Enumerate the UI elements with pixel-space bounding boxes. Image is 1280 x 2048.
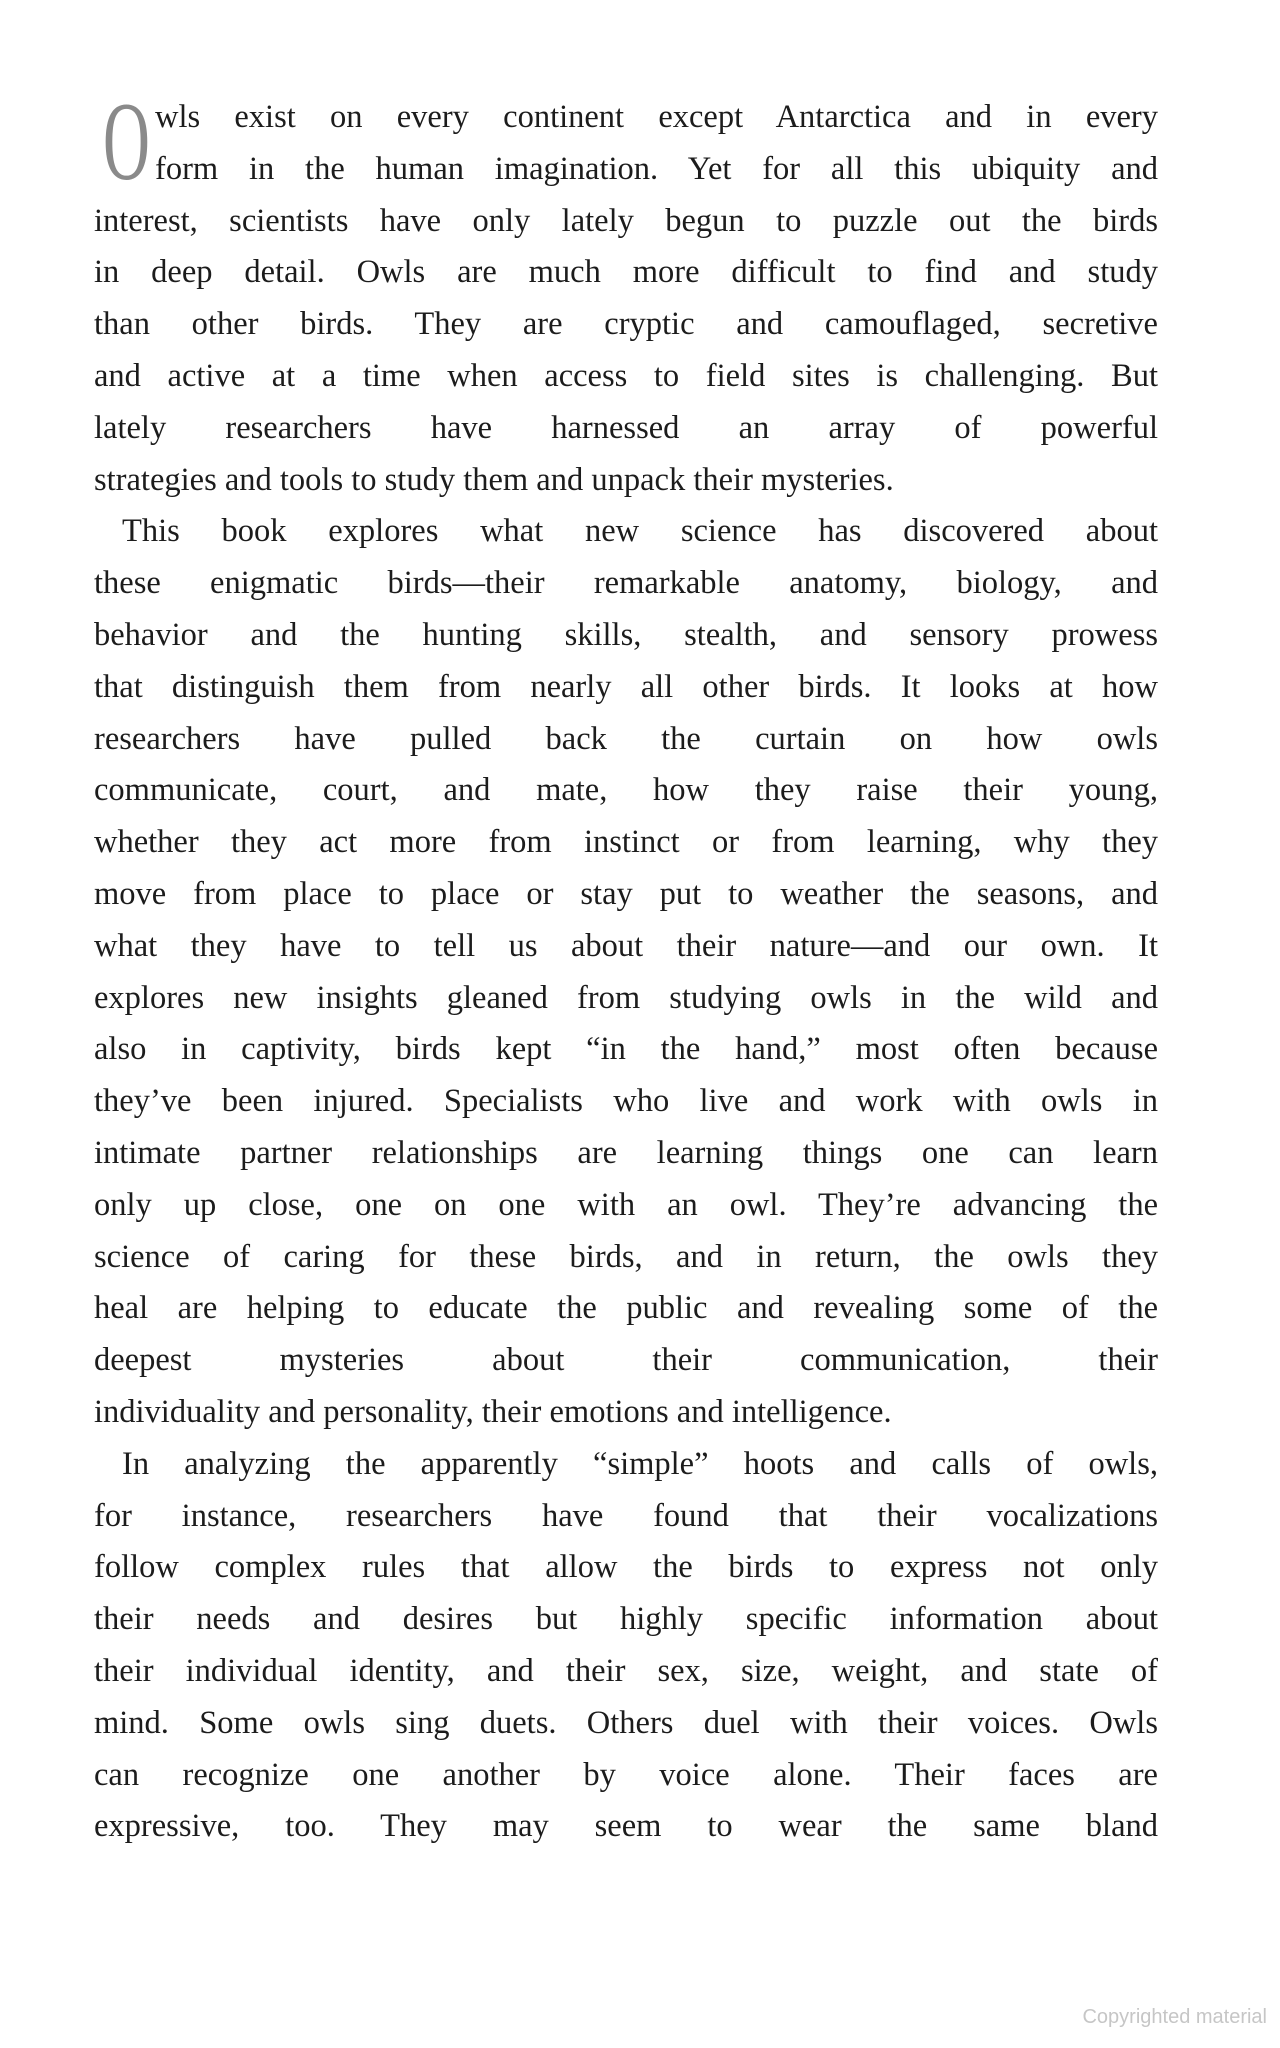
text-line: behavior and the hunting skills, stealth, and sensory prowess xyxy=(94,616,1158,653)
text-line: researchers have pulled back the curtain on how owls xyxy=(94,720,1158,757)
text-line: and active at a time when access to field sites is challenging. But xyxy=(94,357,1158,394)
text-line: heal are helping to educate the public and revealing some of the xyxy=(94,1290,1158,1327)
text-line: communicate, court, and mate, how they raise their young, xyxy=(94,772,1158,809)
text-line: also in captivity, birds kept “in the hand,” most often because xyxy=(94,1031,1158,1068)
text-line: for instance, researchers have found that their vocalizations xyxy=(94,1497,1158,1534)
copyright-watermark: Copyrighted material xyxy=(1082,2006,1267,2028)
text-line: whether they act more from instinct or from learning, why they xyxy=(94,824,1158,861)
text-line: what they have to tell us about their nature—and our own. It xyxy=(94,927,1158,964)
text-line: wls exist on every continent except Antarctica and in every xyxy=(155,99,1158,135)
text-line: their needs and desires but highly specific information about xyxy=(94,1601,1158,1638)
text-line: these enigmatic birds—their remarkable anatomy, biology, and xyxy=(94,565,1158,602)
text-line: intimate partner relationships are learning things one can learn xyxy=(94,1134,1158,1171)
text-line: only up close, one on one with an owl. They’re advancing the xyxy=(94,1186,1158,1223)
text-line: expressive, too. They may seem to wear the same bland xyxy=(94,1808,1158,1845)
text-line: they’ve been injured. Specialists who live and work with owls in xyxy=(94,1083,1158,1120)
text-line: deepest mysteries about their communication, their xyxy=(94,1342,1158,1379)
text-line: explores new insights gleaned from studying owls in the wild and xyxy=(94,979,1158,1016)
text-line: can recognize one another by voice alone. Their faces are xyxy=(94,1756,1158,1793)
paragraph xyxy=(94,1439,1158,1853)
text-line: mind. Some owls sing duets. Others duel with their voices. Owls xyxy=(94,1704,1158,1741)
text-line: their individual identity, and their sex, size, weight, and state of xyxy=(94,1652,1158,1689)
text-line: In analyzing the apparently “simple” hoots and calls of owls, xyxy=(122,1445,1158,1482)
text-line: lately researchers have harnessed an array of powerful xyxy=(94,409,1158,446)
text-line: strategies and tools to study them and unpack their mysteries. xyxy=(94,461,894,498)
dropcap-letter: O xyxy=(103,80,150,204)
text-line: follow complex rules that allow the birds to express not only xyxy=(94,1549,1158,1586)
paragraph xyxy=(94,506,1158,1438)
text-line: that distinguish them from nearly all other birds. It looks at how xyxy=(94,668,1158,705)
text-line: interest, scientists have only lately begun to puzzle out the birds xyxy=(94,202,1158,239)
text-line: in deep detail. Owls are much more difficult to find and study xyxy=(94,254,1158,291)
text-line: form in the human imagination. Yet for all this ubiquity and xyxy=(155,150,1158,187)
text-line: This book explores what new science has discovered about xyxy=(122,513,1158,550)
text-line: move from place to place or stay put to weather the seasons, and xyxy=(94,875,1158,912)
page-text-block xyxy=(94,80,1158,1853)
paragraph xyxy=(94,80,1158,506)
text-line: individuality and personality, their emotions and intelligence. xyxy=(94,1393,892,1430)
text-line: than other birds. They are cryptic and camouflaged, secretive xyxy=(94,306,1158,343)
text-line: science of caring for these birds, and in return, the owls they xyxy=(94,1238,1158,1275)
